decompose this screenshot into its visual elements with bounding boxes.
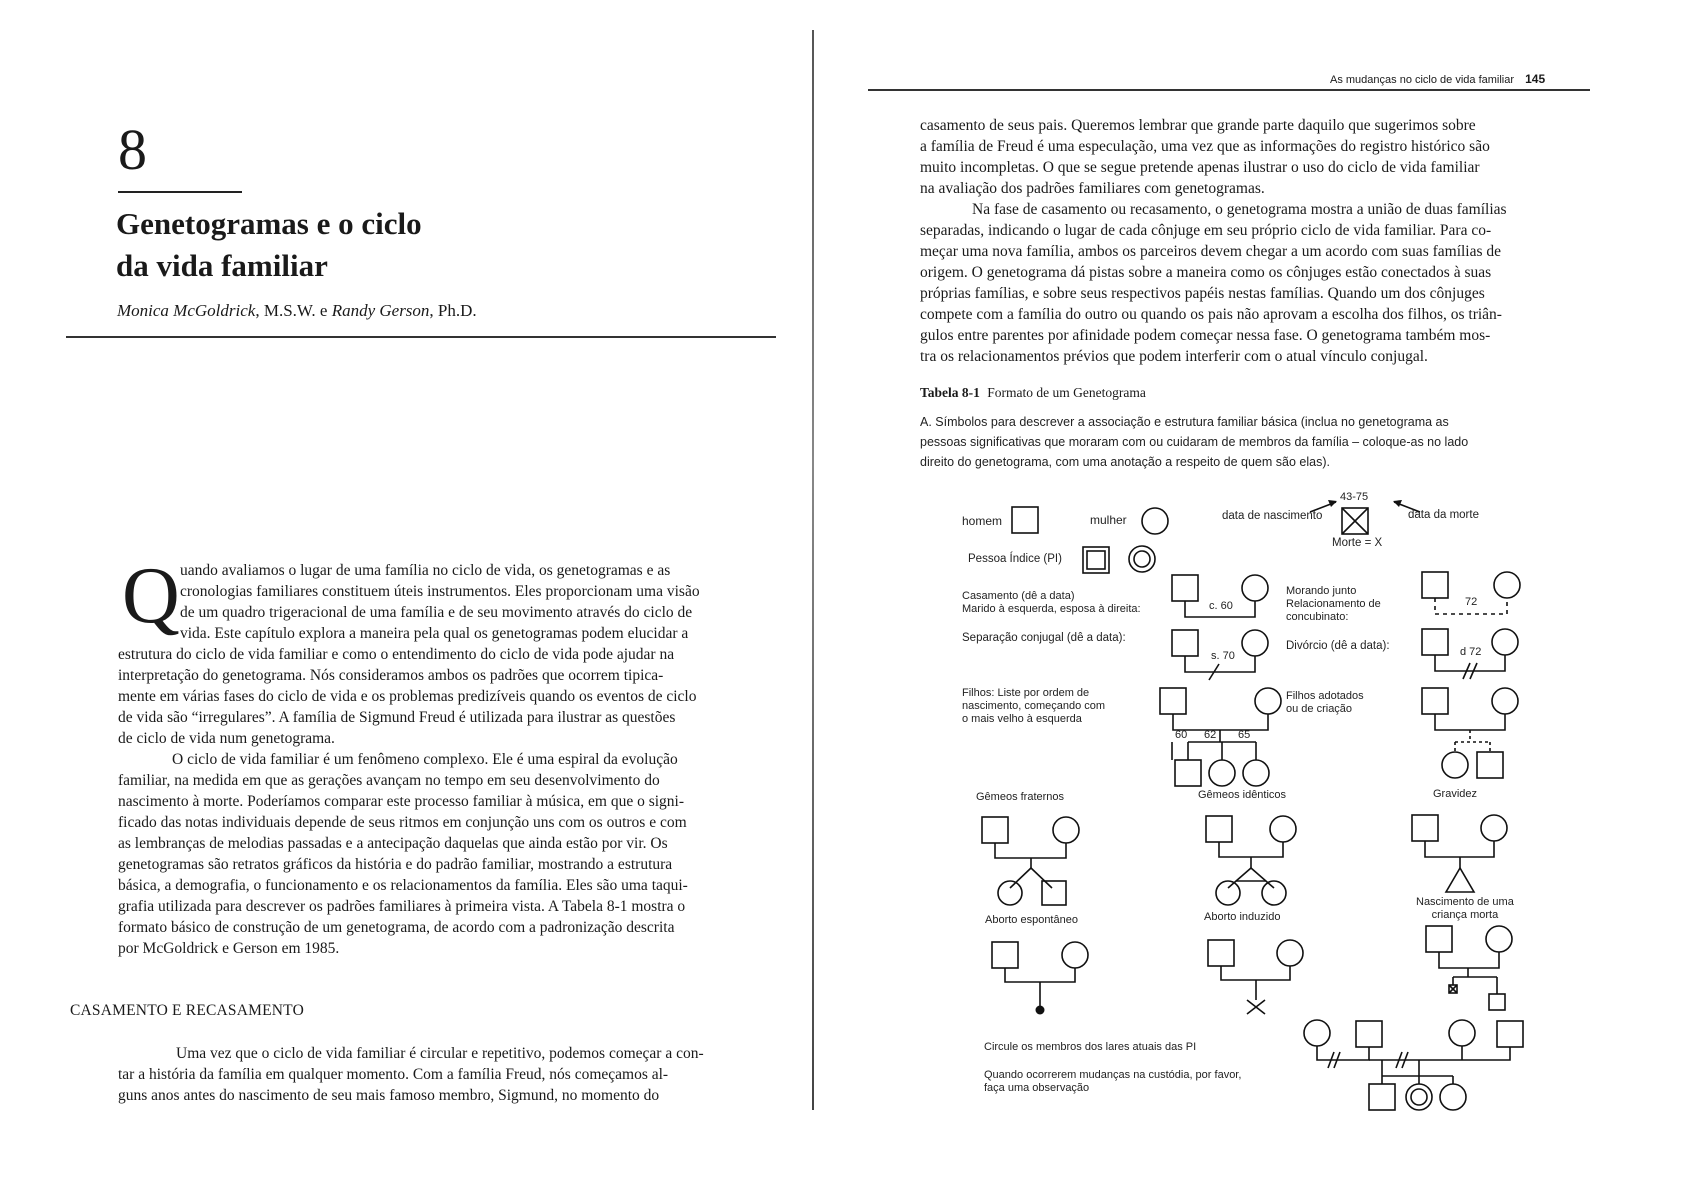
text-line: interpretação do genetograma. Nós consideramos ambos os padrões que ocorrem tipica- <box>118 667 664 684</box>
text-line: tra os relacionamentos prévios que podem interferir com o atual vínculo conjugal. <box>920 348 1428 365</box>
text-line: mente em várias fases do ciclo de vida e os problemas predizíveis quando os eventos de ciclo <box>118 688 697 705</box>
drop-cap: Q <box>122 552 180 640</box>
cohabit-female-icon <box>1494 572 1520 598</box>
left-paragraph-2 <box>118 749 776 959</box>
page-number: 145 <box>1525 72 1546 86</box>
index-male-icon <box>1083 547 1109 573</box>
running-head-text: As mudanças no ciclo de vida familiar <box>1330 74 1515 86</box>
label-line: faça uma observação <box>984 1082 1090 1094</box>
label-line: nascimento, começando com <box>962 700 1106 712</box>
abortion-x-icon <box>1247 1000 1265 1014</box>
label-child-year: 65 <box>1238 729 1251 741</box>
divorce-female-icon <box>1492 629 1518 655</box>
right-paragraph-1 <box>920 115 1588 199</box>
cohabit-male-icon <box>1422 572 1448 598</box>
twin-parent-male-icon <box>982 817 1008 843</box>
label-circule: Circule os membros dos lares atuais das PI <box>984 1041 1197 1053</box>
label-adotados <box>1286 690 1364 716</box>
table-label: Tabela 8-1 <box>920 385 980 400</box>
household-daughter-icon <box>1440 1084 1466 1110</box>
abortion-father-icon <box>1208 940 1234 966</box>
separation-line <box>1185 656 1255 672</box>
label-gemeos-fraternos: Gêmeos fraternos <box>976 791 1065 803</box>
child-son-icon <box>1175 760 1201 786</box>
label-morando <box>1286 585 1381 624</box>
text-line: uando avaliamos o lugar de uma família no ciclo de vida, os genetogramas e as <box>180 562 671 579</box>
running-head-rule <box>868 89 1590 91</box>
marriage-wife-icon <box>1242 575 1268 601</box>
arrow-left-icon <box>1394 502 1420 512</box>
label-homem: homem <box>962 514 1003 528</box>
label-line: Marido à esquerda, esposa à direita: <box>962 603 1141 615</box>
table-title: Formato de um Genetograma <box>987 385 1146 400</box>
chapter-number-rule <box>118 191 242 193</box>
author-2: Randy Gerson <box>331 301 430 320</box>
label-morando-date: 72 <box>1465 596 1478 608</box>
label-data-nascimento: data de nascimento <box>1222 510 1323 522</box>
household-son-icon <box>1369 1084 1395 1110</box>
label-filhos <box>962 687 1105 726</box>
text-line: por McGoldrick e Gerson em 1985. <box>118 940 340 957</box>
left-paragraph-1 <box>118 560 776 749</box>
parents-father-icon <box>1160 688 1186 714</box>
stillbirth-sibling-icon <box>1489 994 1505 1010</box>
separation-male-icon <box>1172 630 1198 656</box>
label-mulher: mulher <box>1090 513 1127 527</box>
text-line: na avaliação dos padrões familiares com genetogramas. <box>920 180 1265 197</box>
cohabit-line <box>1435 598 1507 614</box>
chapter-title-line1: Genetogramas e o ciclo <box>116 206 422 241</box>
text-line: de um quadro trigeracional de uma família e de seu movimento através do ciclo de <box>180 604 693 621</box>
text-line: A. Símbolos para descrever a associação e estrutura familiar básica (inclua no genetograma as <box>920 415 1449 429</box>
author-2-degree: , Ph.D. <box>429 301 477 320</box>
male-square-icon <box>1012 507 1038 533</box>
text-line: cronologias familiares constituem úteis instrumentos. Eles proporcionam uma visão <box>180 583 700 600</box>
label-line: Quando ocorrerem mudanças na custódia, por favor, <box>984 1069 1242 1081</box>
household-wife-icon <box>1449 1020 1475 1046</box>
miscarriage-father-icon <box>992 942 1018 968</box>
identical-parent-female-icon <box>1270 816 1296 842</box>
section-heading: CASAMENTO E RECASAMENTO <box>70 1002 304 1019</box>
text-line: de ciclo de vida num genetograma. <box>118 730 335 747</box>
pregnancy-triangle-icon <box>1446 868 1474 892</box>
stillbirth-marker-icon <box>1449 985 1457 993</box>
chapter-authors <box>117 300 477 322</box>
miscarriage-mother-icon <box>1062 942 1088 968</box>
label-line: Filhos adotados <box>1286 690 1364 702</box>
text-line: familiar, na medida em que as gerações avançam no tempo em seu desenvolvimento do <box>118 772 660 789</box>
text-line: tar a história da família em qualquer momento. Com a família Freud, nós começamos al- <box>118 1066 669 1083</box>
text-line: genetogramas são retratos gráficos da história e do padrão familiar, mostrando a estrutura <box>118 856 673 873</box>
label-custodia <box>984 1069 1241 1095</box>
header-rule <box>66 336 776 338</box>
text-line: gulos entre parentes por afinidade podem começar nessa fase. O genetograma também mos- <box>920 327 1491 344</box>
abortion-mother-icon <box>1277 940 1303 966</box>
label-separacao-date: s. 70 <box>1211 650 1235 662</box>
page-gutter <box>812 30 814 1110</box>
label-line: Nascimento de uma <box>1416 896 1514 908</box>
label-line: Casamento (dê a data) <box>962 590 1075 602</box>
label-aborto-induzido: Aborto induzido <box>1204 911 1281 923</box>
text-line: a família de Freud é uma especulação, uma vez que as informações do registro histórico são <box>920 138 1490 155</box>
author-1: Monica McGoldrick <box>117 301 256 320</box>
label-child-year: 60 <box>1175 729 1188 741</box>
twin-parent-female-icon <box>1053 817 1079 843</box>
parents-mother-icon <box>1255 688 1281 714</box>
table-subtitle <box>920 412 1588 472</box>
miscarriage-dot-icon <box>1036 1006 1045 1015</box>
identical-parent-male-icon <box>1206 816 1232 842</box>
label-data-morte: data da morte <box>1408 509 1479 521</box>
label-casamento-date: c. 60 <box>1209 600 1233 612</box>
marriage-husband-icon <box>1172 575 1198 601</box>
table-caption <box>920 385 1146 401</box>
label-line: criança morta <box>1431 909 1499 921</box>
label-line: Morando junto <box>1286 585 1357 597</box>
label-nascimento-morta <box>1416 896 1514 922</box>
label-divorcio: Divórcio (dê a data): <box>1286 640 1390 652</box>
deceased-male-icon <box>1342 508 1368 534</box>
text-line: muito incompletas. O que se segue pretende apenas ilustrar o uso do ciclo de vida familiar <box>920 159 1480 176</box>
label-line: Filhos: Liste por ordem de <box>962 687 1090 699</box>
label-dates: 43-75 <box>1340 491 1369 503</box>
household-ex-wife-icon <box>1304 1020 1330 1046</box>
text-line: ficado das notas individuais depende de seus ritmos em conjunção uns com os outros e com <box>118 814 687 831</box>
chapter-title-line2: da vida familiar <box>116 248 328 283</box>
text-line: básica, a demografia, o funcionamento e os relacionamentos da família. Eles são uma taqui- <box>118 877 688 894</box>
label-child-year: 62 <box>1204 729 1217 741</box>
right-paragraph-2 <box>920 199 1588 367</box>
household-father-icon <box>1356 1021 1382 1047</box>
household-index-daughter-icon <box>1406 1084 1432 1110</box>
stillbirth-father-icon <box>1426 926 1452 952</box>
text-line: direito do genetograma, com uma anotação a respeito de quem são elas). <box>920 455 1330 469</box>
child-daughter-icon <box>1209 760 1235 786</box>
text-line: nascimento à morte. Poderíamos comparar este processo familiar à música, em que o signi- <box>118 793 684 810</box>
text-line: próprias famílias, e sobre seus respectivos papéis nestas famílias. Quando um dos cônjuges <box>920 285 1485 302</box>
text-line: Uma vez que o ciclo de vida familiar é circular e repetitivo, podemos começar a con- <box>176 1045 704 1062</box>
identical-twin-icon <box>1216 881 1240 905</box>
household-male-icon <box>1497 1021 1523 1047</box>
pregnancy-father-icon <box>1412 815 1438 841</box>
left-paragraph-3 <box>118 1043 776 1106</box>
text-line: meçar uma nova família, ambos os parceiros devem chegar a um acordo com suas famílias de <box>920 243 1502 260</box>
fraternal-twin-girl-icon <box>998 881 1022 905</box>
text-line: as lembranças de melodias passadas e a antecipação daquelas que ainda estão por vir. Os <box>118 835 668 852</box>
adopted-son-icon <box>1477 752 1503 778</box>
text-line: Na fase de casamento ou recasamento, o genetograma mostra a união de duas famílias <box>972 201 1507 218</box>
text-line: O ciclo de vida familiar é um fenômeno complexo. Ele é uma espiral da evolução <box>172 751 678 768</box>
label-casamento <box>962 590 1141 616</box>
running-head <box>1330 72 1545 86</box>
label-separacao: Separação conjugal (dê a data): <box>962 632 1126 644</box>
text-line: formato básico de construção de um genetograma, de acordo com a padronização descrita <box>118 919 675 936</box>
pregnancy-mother-icon <box>1481 815 1507 841</box>
label-line: Relacionamento de <box>1286 598 1381 610</box>
text-line: vida. Este capítulo explora a maneira pela qual os genetogramas podem elucidar a <box>180 625 689 642</box>
female-circle-icon <box>1142 508 1168 534</box>
arrow-right-icon <box>1310 502 1336 512</box>
index-female-icon <box>1129 546 1155 572</box>
label-divorcio-date: d 72 <box>1460 646 1482 658</box>
text-line: casamento de seus pais. Queremos lembrar que grande parte daquilo que sugerimos sobre <box>920 117 1476 134</box>
text-line: compete com a família do outro ou quando os pais não aprovam a escolha dos filhos, os triân- <box>920 306 1502 323</box>
identical-twin-icon <box>1262 881 1286 905</box>
text-line: grafia utilizada para descrever os padrões familiares à primeira vista. A Tabela 8-1 mostra o <box>118 898 686 915</box>
text-line: guns anos antes do nascimento de seu mais famoso membro, Sigmund, no momento do <box>118 1087 660 1104</box>
fraternal-twin-boy-icon <box>1042 881 1066 905</box>
child-daughter-icon <box>1243 760 1269 786</box>
text-line: pessoas significativas que moraram com ou cuidaram de membros da família – coloque-as no lado <box>920 435 1469 449</box>
label-pessoa-indice: Pessoa Índice (PI) <box>968 553 1062 565</box>
text-line: separadas, indicando o lugar de cada cônjuge em seu próprio ciclo de vida familiar. Para co- <box>920 222 1492 239</box>
marriage-line <box>1185 601 1255 617</box>
divorce-male-icon <box>1422 629 1448 655</box>
adoptive-father-icon <box>1422 688 1448 714</box>
label-line: o mais velho à esquerda <box>962 713 1082 725</box>
text-line: origem. O genetograma dá pistas sobre a maneira como os cônjuges estão conectados à suas <box>920 264 1492 281</box>
label-line: ou de criação <box>1286 703 1353 715</box>
adopted-daughter-icon <box>1442 752 1468 778</box>
stillbirth-mother-icon <box>1486 926 1512 952</box>
label-gravidez: Gravidez <box>1433 788 1478 800</box>
divorce-line <box>1435 655 1505 671</box>
label-aborto-espontaneo: Aborto espontâneo <box>985 914 1078 926</box>
text-line: estrutura do ciclo de vida familiar e como o entendimento do ciclo de vida pode ajudar na <box>118 646 675 663</box>
chapter-title <box>116 203 422 287</box>
label-morte-x: Morte = X <box>1332 537 1383 549</box>
author-1-degree: , M.S.W. e <box>255 301 332 320</box>
label-line: concubinato: <box>1286 611 1349 623</box>
chapter-number: 8 <box>118 117 147 182</box>
separation-female-icon <box>1242 630 1268 656</box>
text-line: de vida são “irregulares”. A família de Sigmund Freud é utilizada para ilustrar as questões <box>118 709 676 726</box>
label-gemeos-identicos: Gêmeos idênticos <box>1198 789 1287 801</box>
adoptive-mother-icon <box>1492 688 1518 714</box>
